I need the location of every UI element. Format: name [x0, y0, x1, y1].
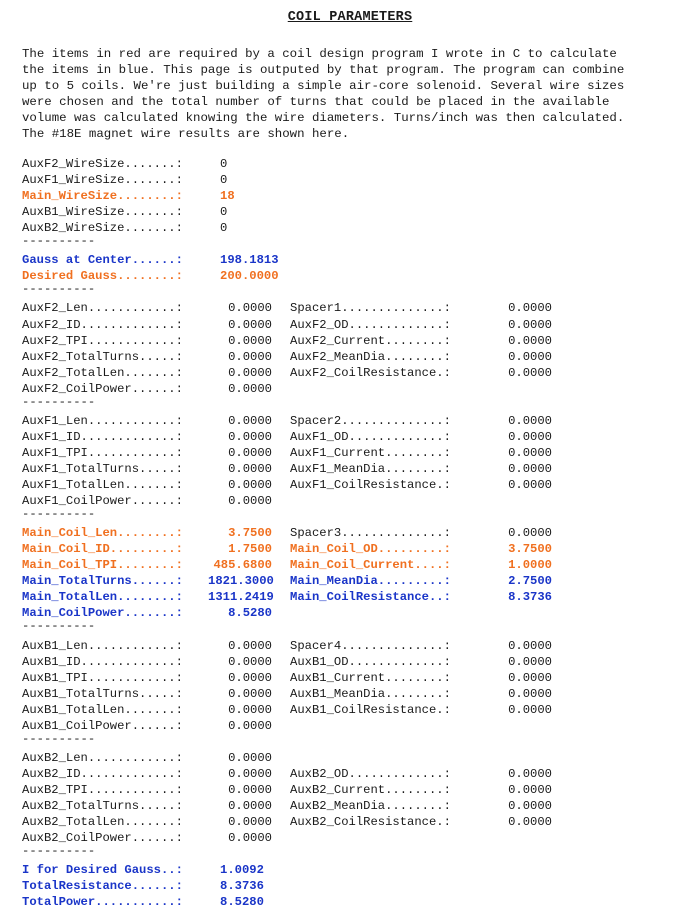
param-label: AuxB2_TPI............:: [22, 782, 183, 797]
param-label-2: Spacer4..............:: [290, 638, 451, 653]
param-label: AuxF1_Len............:: [22, 413, 183, 428]
param-label: AuxB2_TotalTurns.....:: [22, 799, 183, 813]
param-value: 0.0000: [228, 445, 272, 460]
separator: ----------: [22, 234, 96, 249]
total-row: [22, 862, 692, 878]
gauss-row-value: 200.0000: [220, 269, 279, 284]
param-value: 0.0000: [228, 654, 272, 669]
separator: ----------: [22, 394, 96, 409]
param-label: Main_Coil_ID.........:: [22, 542, 183, 557]
param-label: AuxB1_TPI............:: [22, 670, 183, 685]
param-label-2: AuxB1_MeanDia........:: [290, 686, 451, 701]
param-label: Main_TotalLen........:: [22, 590, 183, 605]
param-label: AuxF2_ID.............:: [22, 317, 183, 332]
wire-size-row-value: 0: [220, 157, 228, 171]
param-value-2: 0.0000: [508, 702, 552, 717]
coil-param-row: [22, 638, 692, 654]
param-label: AuxF1_TotalTurns.....:: [22, 461, 183, 476]
param-value: 0.0000: [228, 718, 272, 733]
gauss-row-label: Desired Gauss........:: [22, 269, 183, 284]
param-label: AuxF2_TotalTurns.....:: [22, 349, 183, 364]
param-value-2: 0.0000: [508, 365, 552, 380]
coil-param-row: [22, 429, 692, 445]
wire-size-row: [22, 220, 692, 236]
intro-line: The #18E magnet wire results are shown here.: [22, 127, 350, 141]
param-label: AuxF2_TPI............:: [22, 333, 183, 348]
wire-size-row-value: 18: [220, 189, 235, 204]
param-value: 0.0000: [228, 381, 272, 396]
param-label: AuxB2_ID.............:: [22, 766, 183, 781]
coil-param-row: [22, 782, 692, 798]
gauss-row-label: Gauss at Center......:: [22, 253, 183, 268]
param-label: AuxF1_CoilPower......:: [22, 494, 183, 509]
param-label-2: Spacer1..............:: [290, 301, 451, 316]
wire-size-row-value: 0: [220, 221, 228, 236]
param-value: 1.7500: [228, 542, 272, 557]
coil-param-row: [22, 798, 692, 814]
coil-param-row: [22, 381, 692, 397]
coil-param-row: [22, 493, 692, 509]
coil-param-row: [22, 445, 692, 461]
coil-param-row: [22, 654, 692, 670]
coil-param-row: [22, 300, 692, 316]
coil-param-row: [22, 317, 692, 333]
coil-param-row: [22, 573, 692, 589]
coil-param-row: [22, 589, 692, 605]
wire-size-row-label: AuxF2_WireSize.......:: [22, 157, 183, 171]
separator: ----------: [22, 282, 96, 297]
wire-size-row-value: 0: [220, 173, 228, 188]
param-label-2: Spacer2..............:: [290, 413, 451, 428]
coil-param-row: [22, 413, 692, 429]
separator: ----------: [22, 507, 96, 522]
param-value-2: 0.0000: [508, 429, 552, 444]
param-label: AuxF2_TotalLen.......:: [22, 365, 183, 380]
param-label-2: AuxB1_Current........:: [290, 670, 451, 685]
param-value-2: 3.7500: [508, 542, 552, 557]
param-label-2: AuxF1_Current........:: [290, 445, 451, 460]
param-label-2: AuxF1_OD.............:: [290, 429, 451, 444]
separator: ----------: [22, 844, 96, 859]
intro-line: volume was calculated knowing the wire diameters. Turns/inch was then calculated.: [22, 111, 625, 125]
param-label: AuxB1_TotalLen.......:: [22, 702, 183, 717]
wire-size-row-value: 0: [220, 205, 228, 220]
wire-size-row: [22, 204, 692, 220]
wire-size-row-label: AuxF1_WireSize.......:: [22, 173, 183, 188]
param-value: 0.0000: [228, 815, 272, 830]
param-value: 0.0000: [228, 494, 272, 509]
total-value: 8.3736: [220, 879, 264, 894]
intro-line: The items in red are required by a coil design program I wrote in C to calculate: [22, 47, 617, 61]
param-label-2: AuxF2_OD.............:: [290, 317, 451, 332]
param-label-2: AuxB1_OD.............:: [290, 654, 451, 669]
param-value-2: 0.0000: [508, 782, 552, 797]
param-value-2: 8.3736: [508, 590, 552, 605]
param-label-2: AuxB2_CoilResistance.:: [290, 815, 451, 830]
param-value-2: 0.0000: [508, 638, 552, 653]
param-label-2: AuxB1_CoilResistance.:: [290, 702, 451, 717]
param-label: AuxB2_TotalLen.......:: [22, 815, 183, 830]
param-value: 0.0000: [228, 750, 272, 765]
param-label-2: AuxF2_CoilResistance.:: [290, 365, 451, 380]
total-label: TotalPower...........:: [22, 895, 183, 910]
param-value: 0.0000: [228, 782, 272, 797]
wire-size-row-label: AuxB1_WireSize.......:: [22, 205, 183, 220]
gauss-row: [22, 252, 692, 268]
param-value: 0.0000: [228, 461, 272, 476]
param-value: 0.0000: [228, 333, 272, 348]
coil-param-row: [22, 541, 692, 557]
coil-param-row: [22, 605, 692, 621]
coil-param-row: [22, 814, 692, 830]
page-title: COIL PARAMETERS: [287, 10, 413, 25]
param-value-2: 0.0000: [508, 349, 552, 364]
param-value-2: 0.0000: [508, 799, 552, 813]
coil-param-row: [22, 333, 692, 349]
separator: ----------: [22, 619, 96, 634]
param-value: 1311.2419: [208, 590, 274, 605]
param-label: AuxB1_ID.............:: [22, 654, 183, 669]
param-label: AuxF1_TPI............:: [22, 445, 183, 460]
coil-param-row: [22, 525, 692, 541]
intro-line: up to 5 coils. We're just building a simple air-core solenoid. Several wire sizes: [22, 79, 625, 93]
param-label: AuxB1_CoilPower......:: [22, 718, 183, 733]
coil-param-row: [22, 766, 692, 782]
param-label-2: Spacer3..............:: [290, 526, 451, 541]
param-label: Main_Coil_TPI........:: [22, 558, 183, 573]
coil-param-row: [22, 557, 692, 573]
coil-param-row: [22, 750, 692, 766]
param-label-2: Main_CoilResistance..:: [290, 590, 451, 605]
param-value: 0.0000: [228, 670, 272, 685]
coil-param-row: [22, 349, 692, 365]
total-row: [22, 878, 692, 894]
param-value: 0.0000: [228, 317, 272, 332]
param-label: AuxB1_Len............:: [22, 638, 183, 653]
param-value: 0.0000: [228, 413, 272, 428]
param-label: AuxB1_TotalTurns.....:: [22, 686, 183, 701]
param-value: 3.7500: [228, 526, 272, 541]
param-label: Main_Coil_Len........:: [22, 526, 183, 541]
param-value: 485.6800: [213, 558, 272, 573]
coil-param-row: [22, 461, 692, 477]
param-value: 0.0000: [228, 365, 272, 380]
param-value-2: 0.0000: [508, 526, 552, 541]
param-value-2: 2.7500: [508, 574, 552, 589]
param-value: 0.0000: [228, 686, 272, 701]
param-label: AuxF2_Len............:: [22, 301, 183, 316]
param-value-2: 0.0000: [508, 317, 552, 332]
param-label-2: AuxB2_Current........:: [290, 782, 451, 797]
param-value-2: 1.0000: [508, 558, 552, 573]
param-value: 0.0000: [228, 799, 272, 813]
param-value-2: 0.0000: [508, 461, 552, 476]
wire-size-row-label: Main_WireSize........:: [22, 189, 183, 204]
param-value-2: 0.0000: [508, 815, 552, 830]
param-label-2: Main_Coil_Current....:: [290, 558, 451, 573]
param-label-2: Main_MeanDia.........:: [290, 574, 451, 589]
total-label: TotalResistance......:: [22, 879, 183, 894]
param-label-2: AuxB2_OD.............:: [290, 766, 451, 781]
wire-size-row: [22, 172, 692, 188]
param-value-2: 0.0000: [508, 686, 552, 701]
param-label-2: Main_Coil_OD.........:: [290, 542, 451, 557]
intro-line: were chosen and the total number of turns that could be placed in the available: [22, 95, 610, 109]
total-row: [22, 894, 692, 910]
wire-size-row-label: AuxB2_WireSize.......:: [22, 221, 183, 236]
param-label: AuxF1_TotalLen.......:: [22, 478, 183, 492]
coil-param-row: [22, 477, 692, 493]
param-label: AuxF2_CoilPower......:: [22, 381, 183, 396]
coil-param-row: [22, 702, 692, 718]
param-label-2: AuxF1_MeanDia........:: [290, 461, 451, 476]
param-label-2: AuxF1_CoilResistance.:: [290, 478, 451, 492]
coil-param-row: [22, 365, 692, 381]
param-value: 1821.3000: [208, 574, 274, 589]
coil-param-row: [22, 686, 692, 702]
param-value: 0.0000: [228, 702, 272, 717]
param-value: 0.0000: [228, 478, 272, 492]
param-value: 0.0000: [228, 638, 272, 653]
param-value: 0.0000: [228, 831, 272, 846]
param-value: 0.0000: [228, 349, 272, 364]
coil-param-row: [22, 830, 692, 846]
total-value: 1.0092: [220, 863, 264, 878]
param-label-2: AuxF2_Current........:: [290, 333, 451, 348]
param-value-2: 0.0000: [508, 445, 552, 460]
param-value: 0.0000: [228, 766, 272, 781]
wire-size-row: [22, 188, 692, 204]
param-value-2: 0.0000: [508, 413, 552, 428]
total-label: I for Desired Gauss..:: [22, 863, 183, 878]
gauss-row-value: 198.1813: [220, 253, 279, 268]
param-value-2: 0.0000: [508, 654, 552, 669]
param-label: Main_TotalTurns......:: [22, 574, 183, 589]
param-value: 8.5280: [228, 606, 272, 621]
param-value-2: 0.0000: [508, 333, 552, 348]
wire-size-row: [22, 156, 692, 172]
intro-line: the items in blue. This page is outputed by that program. The program can combine: [22, 63, 625, 77]
total-value: 8.5280: [220, 895, 264, 910]
param-value-2: 0.0000: [508, 301, 552, 316]
param-value-2: 0.0000: [508, 670, 552, 685]
param-value-2: 0.0000: [508, 766, 552, 781]
param-value-2: 0.0000: [508, 478, 552, 492]
coil-param-row: [22, 670, 692, 686]
param-value: 0.0000: [228, 429, 272, 444]
param-label: AuxB2_Len............:: [22, 750, 183, 765]
param-label-2: AuxB2_MeanDia........:: [290, 799, 451, 813]
param-value: 0.0000: [228, 301, 272, 316]
param-label: AuxB2_CoilPower......:: [22, 831, 183, 846]
param-label-2: AuxF2_MeanDia........:: [290, 349, 451, 364]
coil-param-row: [22, 718, 692, 734]
gauss-row: [22, 268, 692, 284]
param-label: Main_CoilPower.......:: [22, 606, 183, 621]
separator: ----------: [22, 731, 96, 746]
param-label: AuxF1_ID.............:: [22, 429, 183, 444]
